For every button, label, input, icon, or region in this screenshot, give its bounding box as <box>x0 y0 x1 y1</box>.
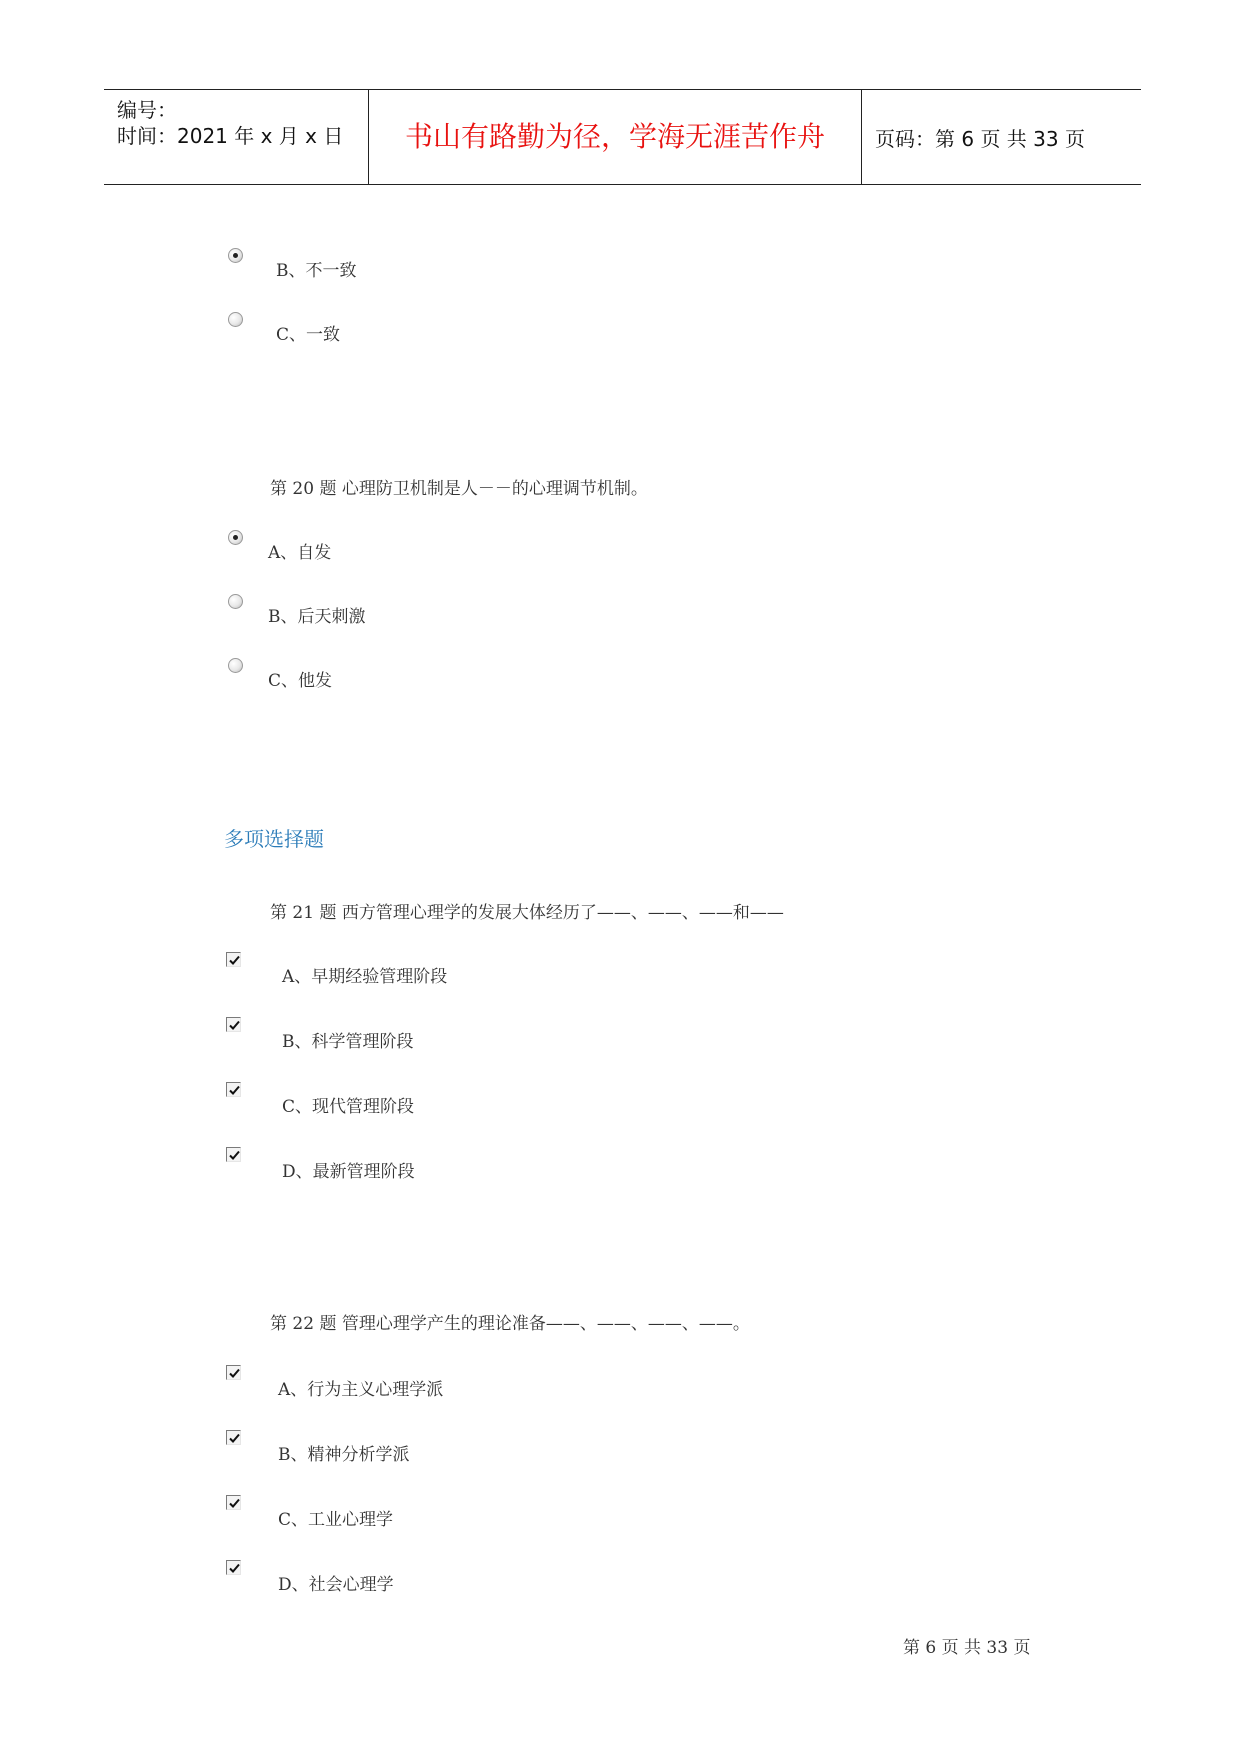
checkmark-icon <box>227 953 242 968</box>
q22-option-d-label: D、社会心理学 <box>278 1575 394 1595</box>
q20-option-c-label: C、他发 <box>268 671 333 691</box>
page-header <box>104 89 1141 185</box>
header-meta-cell <box>104 90 369 184</box>
q21-option-d-label: D、最新管理阶段 <box>282 1162 415 1182</box>
q22-title: 第 22 题 管理心理学产生的理论准备——、——、——、——。 <box>270 1314 750 1334</box>
q20-option-c-radio[interactable] <box>228 658 243 673</box>
q21-option-b-checkbox[interactable] <box>226 1017 241 1032</box>
motto: 书山有路勤为径，学海无涯苦作舟 <box>404 120 825 153</box>
checkmark-icon <box>227 1018 242 1033</box>
checkmark-icon <box>227 1366 242 1381</box>
q22-option-b-label: B、精神分析学派 <box>278 1445 410 1465</box>
q22-option-a-checkbox[interactable] <box>226 1365 241 1380</box>
q21-option-d-checkbox[interactable] <box>226 1147 241 1162</box>
q21-option-c-label: C、现代管理阶段 <box>282 1097 415 1117</box>
q20-option-a-label: A、自发 <box>268 543 332 563</box>
section-multi-choice: 多项选择题 <box>224 827 324 851</box>
q22-option-c-label: C、工业心理学 <box>278 1510 394 1530</box>
checkmark-icon <box>227 1431 242 1446</box>
q21-option-b-label: B、科学管理阶段 <box>282 1032 414 1052</box>
header-motto-cell <box>369 90 862 184</box>
q22-option-d-checkbox[interactable] <box>226 1560 241 1575</box>
q19-option-b-label: B、不一致 <box>276 261 357 281</box>
q20-title: 第 20 题 心理防卫机制是人－－的心理调节机制。 <box>270 479 648 499</box>
page-code: 页码：第 6 页 共 33 页 <box>875 127 1085 151</box>
q21-option-a-checkbox[interactable] <box>226 952 241 967</box>
checkmark-icon <box>227 1083 242 1098</box>
checkmark-icon <box>227 1148 242 1163</box>
header-page-cell <box>862 90 1141 184</box>
checkmark-icon <box>227 1496 242 1511</box>
q19-option-c-radio[interactable] <box>228 312 243 327</box>
q21-title: 第 21 题 西方管理心理学的发展大体经历了——、——、——和—— <box>270 903 784 923</box>
q19-option-b-radio[interactable] <box>228 248 243 263</box>
q20-option-b-radio[interactable] <box>228 594 243 609</box>
time-label: 时间：2021 年 x 月 x 日 <box>117 124 344 148</box>
serial-label: 编号： <box>117 98 177 122</box>
q22-option-a-label: A、行为主义心理学派 <box>278 1380 444 1400</box>
q22-option-b-checkbox[interactable] <box>226 1430 241 1445</box>
q21-option-c-checkbox[interactable] <box>226 1082 241 1097</box>
q19-option-c-label: C、一致 <box>276 325 341 345</box>
checkmark-icon <box>227 1561 242 1576</box>
q20-option-b-label: B、后天刺激 <box>268 607 366 627</box>
q20-option-a-radio[interactable] <box>228 530 243 545</box>
q22-option-c-checkbox[interactable] <box>226 1495 241 1510</box>
page-footer: 第 6 页 共 33 页 <box>903 1638 1031 1658</box>
q21-option-a-label: A、早期经验管理阶段 <box>282 967 448 987</box>
